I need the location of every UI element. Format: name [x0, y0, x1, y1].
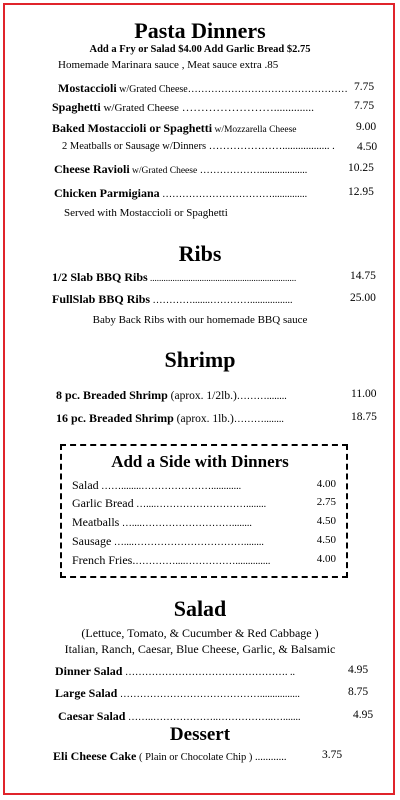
pasta-note-addons: Add a Fry or Salad $4.00 Add Garlic Bread $2.75: [89, 44, 311, 55]
side-item-salad: Salad ……........…………………............ 4.00: [72, 478, 336, 492]
menu-item-full-slab: FullSlab BBQ Ribs ………….......………….................: [52, 292, 293, 306]
pasta-note-sauce: Homemade Marinara sauce , Meat sauce extra .85: [58, 59, 279, 71]
dessert-title: Dessert: [169, 724, 231, 745]
pasta-title: Pasta Dinners: [134, 18, 266, 43]
menu-item-dinner-salad: Dinner Salad …………………………………………. ..: [55, 664, 295, 678]
price: 14.75: [350, 270, 376, 282]
side-item-french-fries: French Fries.…………....…………….............. 4.00: [72, 553, 336, 567]
salad-dressings: Italian, Ranch, Caesar, Blue Cheese, Garlic, & Balsamic: [64, 642, 336, 656]
price: 10.25: [348, 162, 374, 174]
price: 4.95: [348, 664, 369, 676]
salad-ingredients: (Lettuce, Tomato, & Cucumber & Red Cabbage ): [81, 626, 319, 640]
menu-item-meatballs-addon: 2 Meatballs or Sausage w/Dinners ………………….................. .: [62, 141, 335, 152]
price: 4.00: [316, 553, 336, 565]
shrimp-title: Shrimp: [164, 347, 236, 372]
price: 4.00: [316, 478, 336, 490]
side-item-meatballs: Meatballs …....………………………........ 4.50: [72, 515, 336, 529]
menu-item-16pc-shrimp: 16 pc. Breaded Shrimp (aprox. 1lb.)………........: [56, 411, 284, 425]
price: 7.75: [354, 100, 375, 112]
price: 11.00: [351, 388, 377, 400]
menu-item-half-slab: 1/2 Slab BBQ Ribs .................................................................: [52, 270, 297, 284]
price: 3.75: [322, 749, 343, 761]
menu-item-mostaccioli: Mostaccioli w/Grated Cheese…………………………………………: [58, 81, 348, 95]
menu-item-chicken-parmigiana: Chicken Parmigiana ……………………………..............: [54, 186, 308, 200]
price: 18.75: [351, 411, 377, 423]
pasta-served-note: Served with Mostaccioli or Spaghetti: [64, 207, 228, 219]
price: 7.75: [354, 81, 375, 93]
price: 8.75: [348, 686, 369, 698]
menu-item-cheese-ravioli: Cheese Ravioli w/Grated Cheese ………………...................: [54, 162, 308, 176]
price: 12.95: [348, 186, 374, 198]
sides-title: Add a Side with Dinners: [111, 452, 289, 471]
ribs-title: Ribs: [178, 241, 222, 266]
price: 2.75: [316, 496, 336, 508]
price: 4.50: [357, 141, 378, 153]
price: 4.95: [353, 709, 374, 721]
side-item-sausage: Sausage …....……………………………........ 4.50: [72, 534, 336, 548]
menu-item-large-salad: Large Salad ……………………………………................: [55, 686, 300, 700]
ribs-note: Baby Back Ribs with our homemade BBQ sauce: [92, 314, 308, 326]
menu-item-cheese-cake: Eli Cheese Cake ( Plain or Chocolate Chip ) ............: [53, 749, 287, 763]
menu-item-8pc-shrimp: 8 pc. Breaded Shrimp (aprox. 1/2lb.)………........: [56, 388, 287, 402]
menu-item-caesar-salad: Caesar Salad ……..………………..……………..….......: [58, 709, 301, 723]
price: 4.50: [316, 515, 336, 527]
menu-item-baked-mostaccioli: Baked Mostaccioli or Spaghetti w/Mozzarella Cheese: [52, 121, 297, 135]
price: 9.00: [356, 121, 377, 133]
side-item-garlic-bread: Garlic Bread …....………………………........ 2.75: [72, 496, 336, 510]
price: 4.50: [316, 534, 336, 546]
salad-title: Salad: [173, 596, 227, 621]
price: 25.00: [350, 292, 376, 304]
menu-item-spaghetti: Spaghetti w/Grated Cheese ……………………..............: [52, 100, 315, 114]
